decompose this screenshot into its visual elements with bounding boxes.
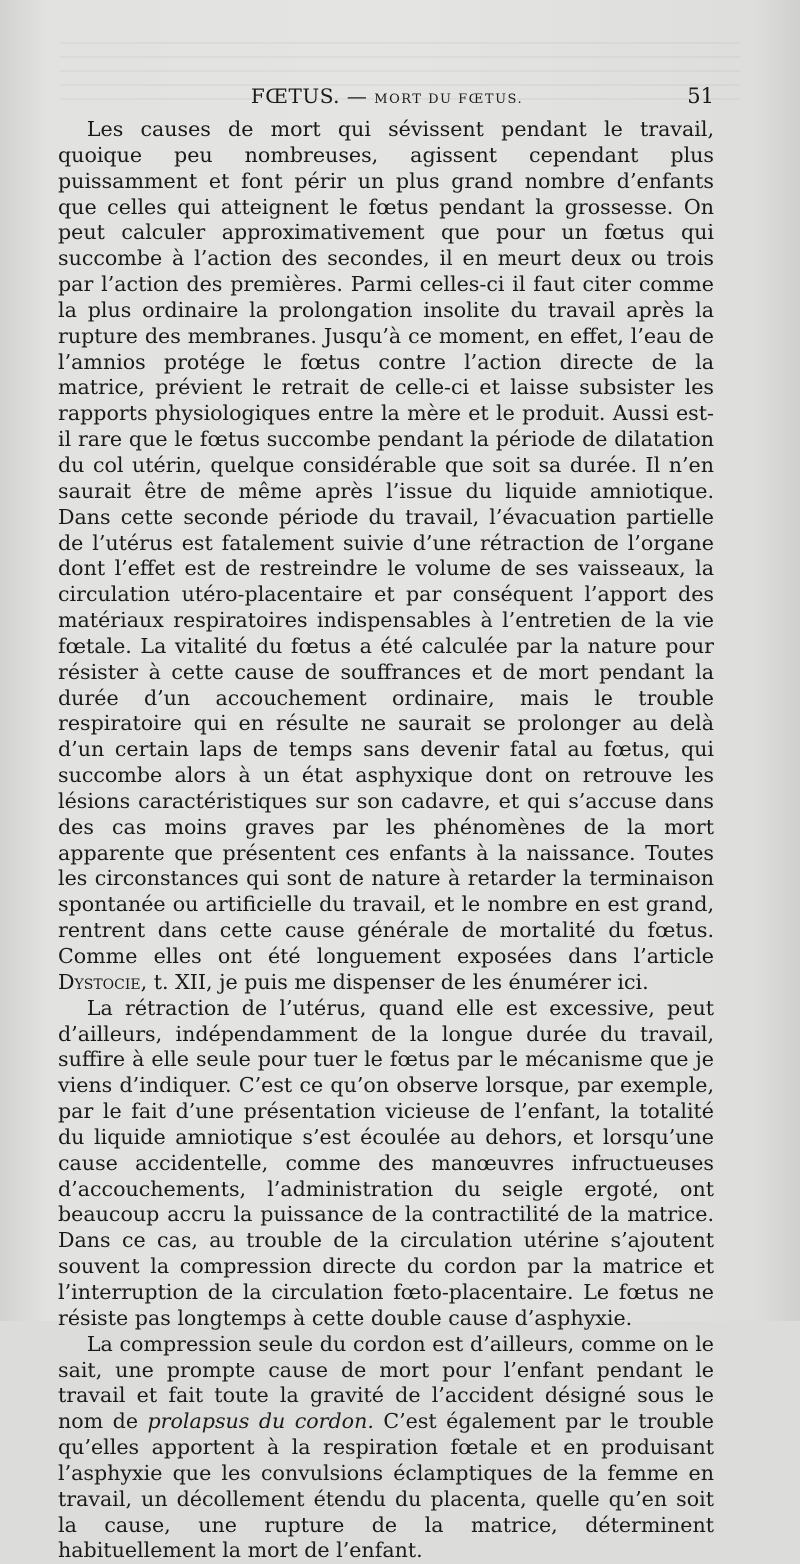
paragraph-3	[58, 1332, 714, 1564]
running-title	[60, 84, 714, 108]
body-text	[58, 117, 714, 1564]
header-title: FŒTUS.	[250, 84, 341, 108]
paragraph-1-end: , t. XII, je puis me dispenser de les énumérer ici.	[140, 969, 649, 994]
header-dash: —	[346, 84, 368, 108]
paragraph-3-end: C’est également par le trouble qu’elles apportent à la respiration fœtale et en produisant l’asphyxie que les convulsions éclamptiques de la femme en travail, un décollement étendu du placenta, quelle qu’en soit la cause, une rupture de la matrice, déterminent habituellement la mort de l’enfant.	[58, 1409, 714, 1563]
paragraph-1	[58, 117, 714, 996]
article-reference: Dystocie	[58, 969, 141, 994]
paragraph-2: La rétraction de l’utérus, quand elle est excessive, peut d’ailleurs, indépendamment de la longue durée du travail, suffire à elle seule pour tuer le fœtus par le mécanisme que je viens d’indiquer. C’est ce qu’on observe lorsque, par exemple, par le fait d’une présentation vicieuse de l’enfant, la totalité du liquide amniotique s’est écoulée au dehors, et lorsqu’une cause accidentelle, comme des manœuvres infructueuses d’accouchements, l’administration du seigle ergoté, ont beaucoup accru la puissance de la contractilité de la matrice. Dans ce cas, au trouble de la circulation utérine s’ajoutent souvent la compression directe du cordon par la matrice et l’interruption de la circulation fœto-placentaire. Le fœtus ne résiste pas longtemps à cette double cause d’asphyxie.	[58, 995, 714, 1330]
paragraph-3-text: La compression seule du cordon est d’ailleurs, comme on le sait, une prompte cause de mort pour l’enfant pendant le travail et fait toute la gravité de l’accident désigné sous le nom de	[58, 1331, 714, 1434]
header-subtitle: MORT DU FŒTUS.	[374, 92, 524, 107]
paragraph-1-text: Les causes de mort qui sévissent pendant le travail, quoique peu nombreuses, agissent cependant plus puissamment et font périr un plus grand nombre d’enfants que celles qui atteignent le fœtus pendant la grossesse. On peut calculer approximativement que pour un fœtus qui succombe à l’action des secondes, il en meurt deux ou trois par l’action des premières. Parmi celles-ci il faut citer comme la plus ordinaire la prolongation insolite du travail après la rupture des membranes. Jusqu’à ce moment, en effet, l’eau de l’amnios protége le fœtus contre l’action directe de la matrice, prévient le retrait de celle-ci et laisse subsister les rapports physiologiques entre la mère et le produit. Aussi est-il rare que le fœtus succombe pendant la période de dilatation du col utérin, quelque considérable que soit sa durée. Il n’en saurait être de même après l’issue du liquide amniotique. Dans cette seconde période du travail, l’évacuation partielle de l’utérus est fatalement suivie d’une rétraction de l’organe dont l’effet est de restreindre le volume de ses vaisseaux, la circulation utéro-placentaire et par conséquent l’apport des matériaux respiratoires indispensables à l’entretien de la vie fœtale. La vitalité du fœtus a été calculée par la nature pour résister à cette cause de souffrances et de mort pendant la durée d’un accouchement ordinaire, mais le trouble respiratoire qui en résulte ne saurait se prolonger au delà d’un certain laps de temps sans devenir fatal au fœtus, qui succombe alors à un état asphyxique dont on retrouve les lésions caractéristiques sur son cadavre, et qui s’accuse dans des cas moins graves par les phénomènes de la mort apparente que présentent ces enfants à la naissance. Toutes les circonstances qui sont de nature à retarder la terminaison spontanée ou artificielle du travail, et le nombre en est grand, rentrent dans cette cause générale de mortalité du fœtus. Comme elles ont été longuement exposées dans l’article	[58, 117, 714, 968]
italic-term: prolapsus du cordon.	[147, 1409, 374, 1434]
running-header	[60, 84, 714, 112]
page-number: 51	[687, 84, 714, 108]
